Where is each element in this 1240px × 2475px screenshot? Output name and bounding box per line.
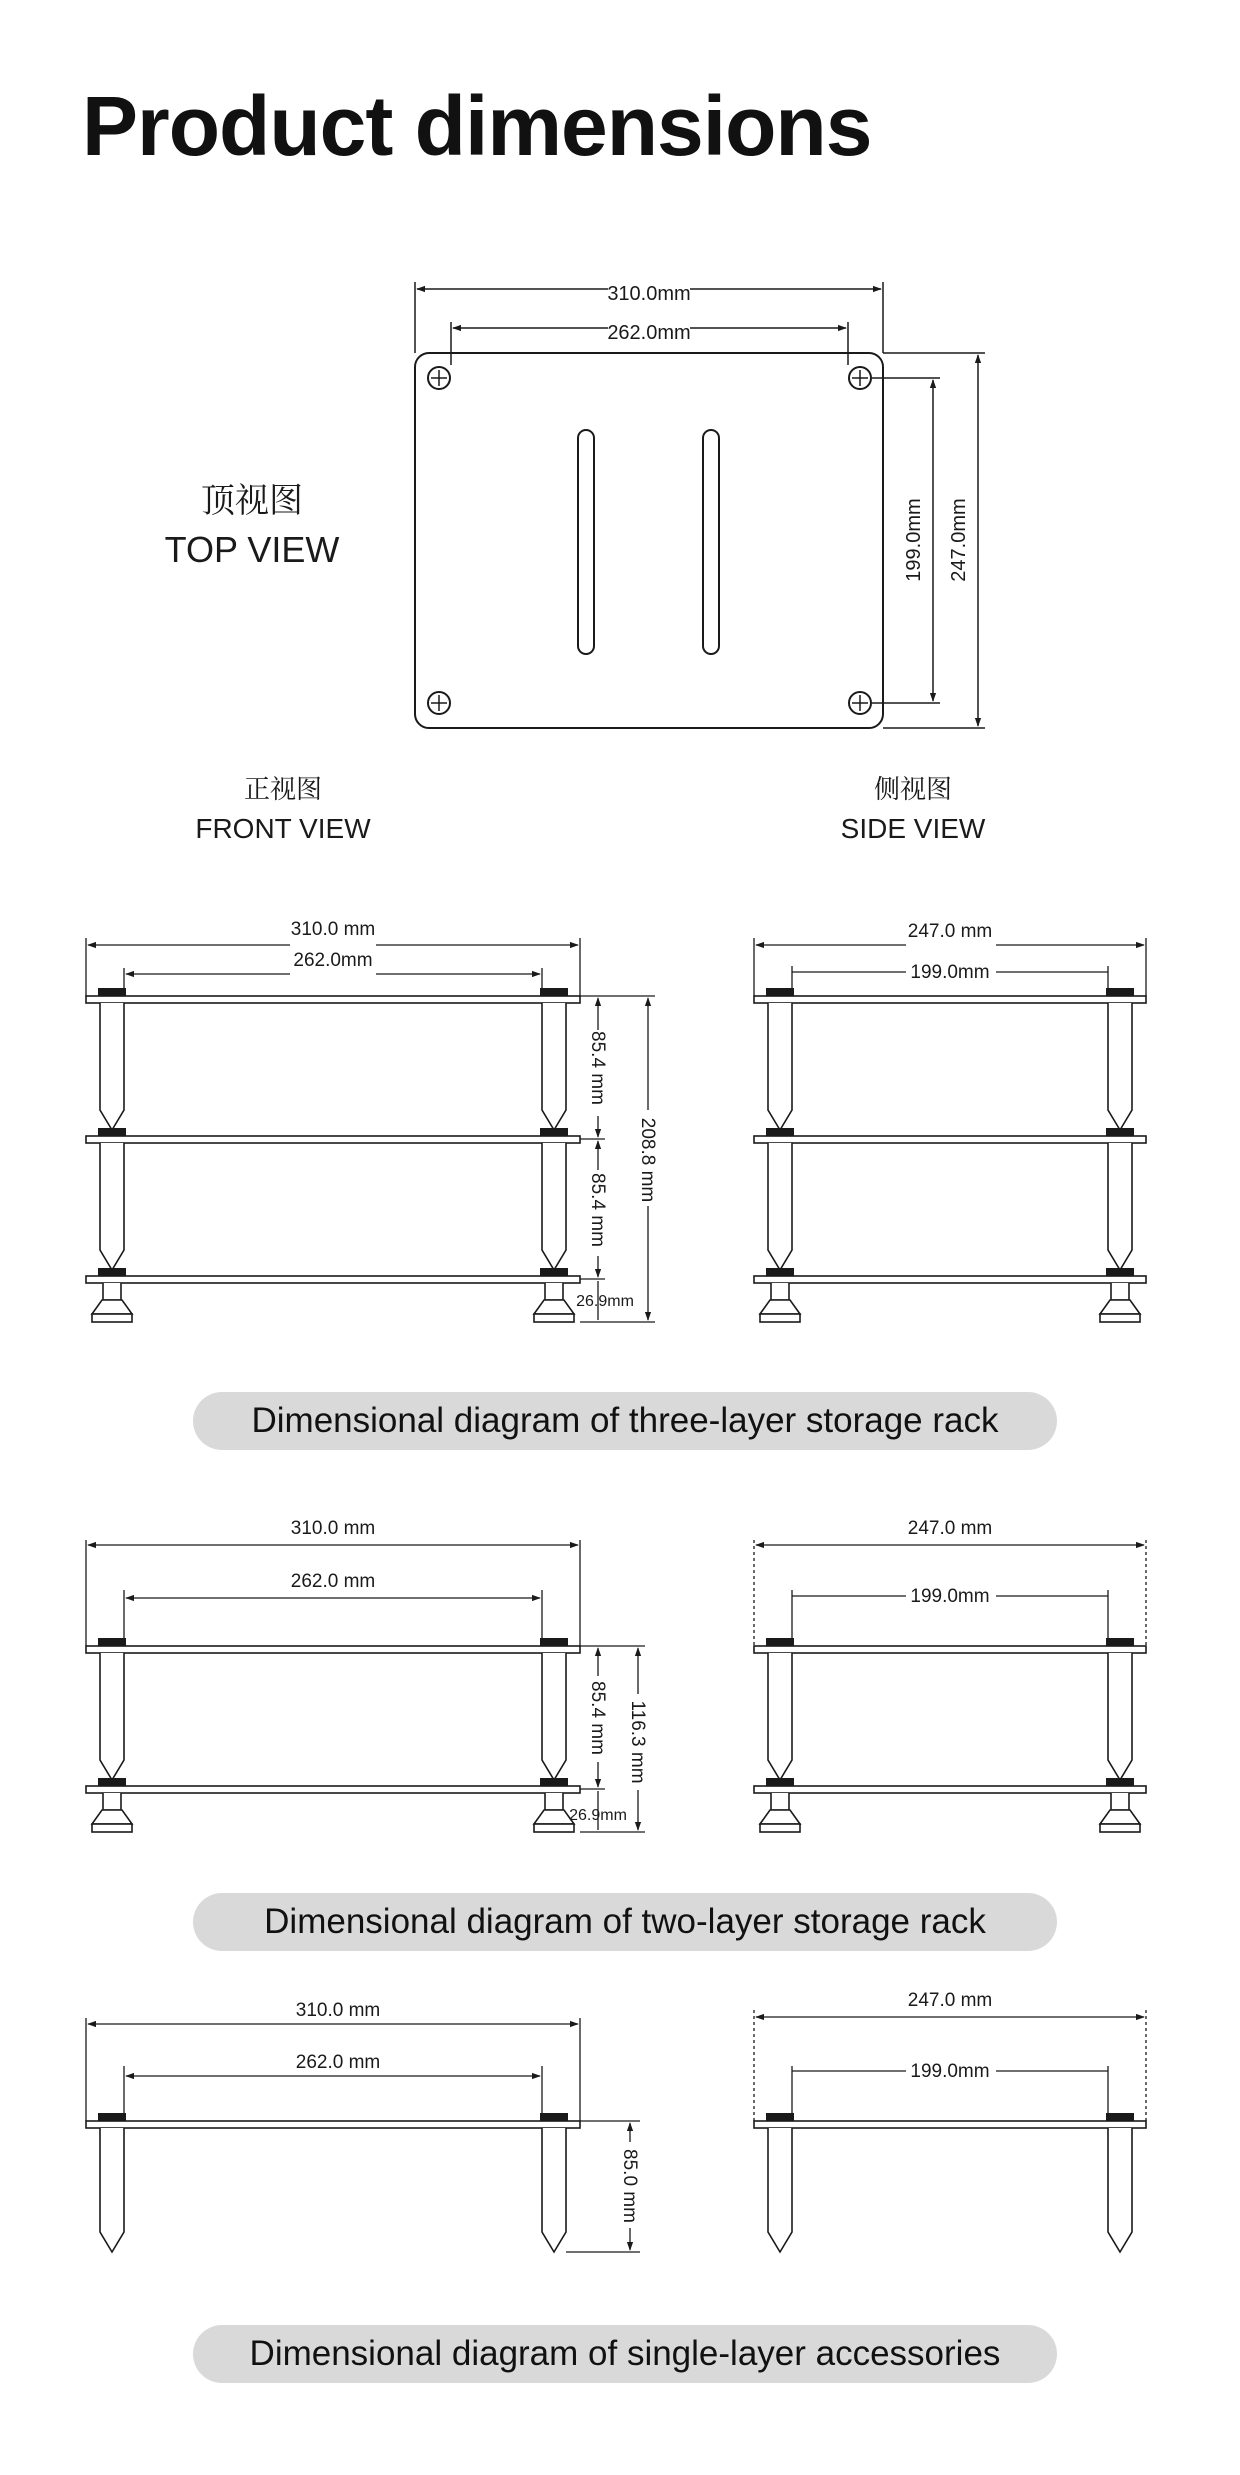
- single-layer-side-view: [754, 1990, 1146, 2252]
- single-front-outer-width-label: 310.0 mm: [295, 2000, 381, 2021]
- top-inner-depth-label: 199.0mm: [903, 498, 925, 582]
- top-view-drawing: [165, 282, 985, 728]
- page-title: Product dimensions: [82, 79, 872, 173]
- top-view-plate: [415, 353, 883, 728]
- three-front-tier2-label: 85.4 mm: [587, 1173, 608, 1247]
- two-layer-side-view: [754, 1518, 1146, 1832]
- single-front-height-label: 85.0 mm: [619, 2149, 640, 2223]
- screw-hole-bottom-right: [849, 692, 871, 714]
- top-outer-depth-label: 247.0mm: [948, 498, 970, 582]
- two-layer-front-view: [86, 1518, 648, 1832]
- three-front-outer-width-label: 310.0 mm: [290, 919, 376, 940]
- top-outer-width-label: 310.0mm: [607, 283, 691, 305]
- top-inner-width-label: 262.0mm: [607, 322, 691, 344]
- three-front-tier1-label: 85.4 mm: [587, 1031, 608, 1105]
- front-view-label-en: FRONT VIEW: [195, 813, 371, 844]
- three-layer-front-view: [86, 919, 658, 1322]
- side-view-label-en: SIDE VIEW: [840, 813, 986, 844]
- single-side-inner-depth-label: 199.0mm: [910, 2061, 990, 2082]
- two-side-outer-depth-label: 247.0 mm: [907, 1518, 993, 1539]
- three-side-outer-depth-label: 247.0 mm: [907, 921, 993, 942]
- front-view-label-cn: 正视图: [243, 775, 323, 805]
- screw-hole-top-right: [849, 367, 871, 389]
- two-side-inner-depth-label: 199.0mm: [910, 1586, 990, 1607]
- view-labels: [195, 775, 986, 844]
- top-view-label-cn: 顶视图: [201, 481, 303, 521]
- side-view-label-cn: 侧视图: [873, 775, 953, 805]
- three-front-inner-width-label: 262.0mm: [293, 950, 373, 971]
- two-front-foot-label: 26.9mm: [569, 1807, 627, 1824]
- three-layer-side-view: [754, 921, 1146, 1322]
- top-view-slot-left: [578, 430, 594, 654]
- screw-hole-bottom-left: [428, 692, 450, 714]
- single-layer-front-view: [86, 1998, 640, 2252]
- top-view-label-en: TOP VIEW: [164, 529, 340, 570]
- three-front-total-height-label: 208.8 mm: [637, 1117, 658, 1203]
- two-front-tier-label: 85.4 mm: [587, 1681, 608, 1755]
- two-front-total-height-label: 116.3 mm: [627, 1700, 648, 1784]
- screw-hole-top-left: [428, 367, 450, 389]
- two-front-inner-width-label: 262.0 mm: [290, 1571, 376, 1592]
- top-view-slot-right: [703, 430, 719, 654]
- two-front-outer-width-label: 310.0 mm: [290, 1518, 376, 1539]
- three-front-foot-label: 26.9mm: [576, 1293, 634, 1310]
- single-layer-caption: Dimensional diagram of single-layer accessories: [193, 2325, 1057, 2383]
- single-side-outer-depth-label: 247.0 mm: [907, 1990, 993, 2011]
- two-layer-caption: Dimensional diagram of two-layer storage rack: [193, 1893, 1057, 1951]
- three-layer-caption: Dimensional diagram of three-layer storage rack: [193, 1392, 1057, 1450]
- three-side-inner-depth-label: 199.0mm: [910, 962, 990, 983]
- single-front-inner-width-label: 262.0 mm: [295, 2052, 381, 2073]
